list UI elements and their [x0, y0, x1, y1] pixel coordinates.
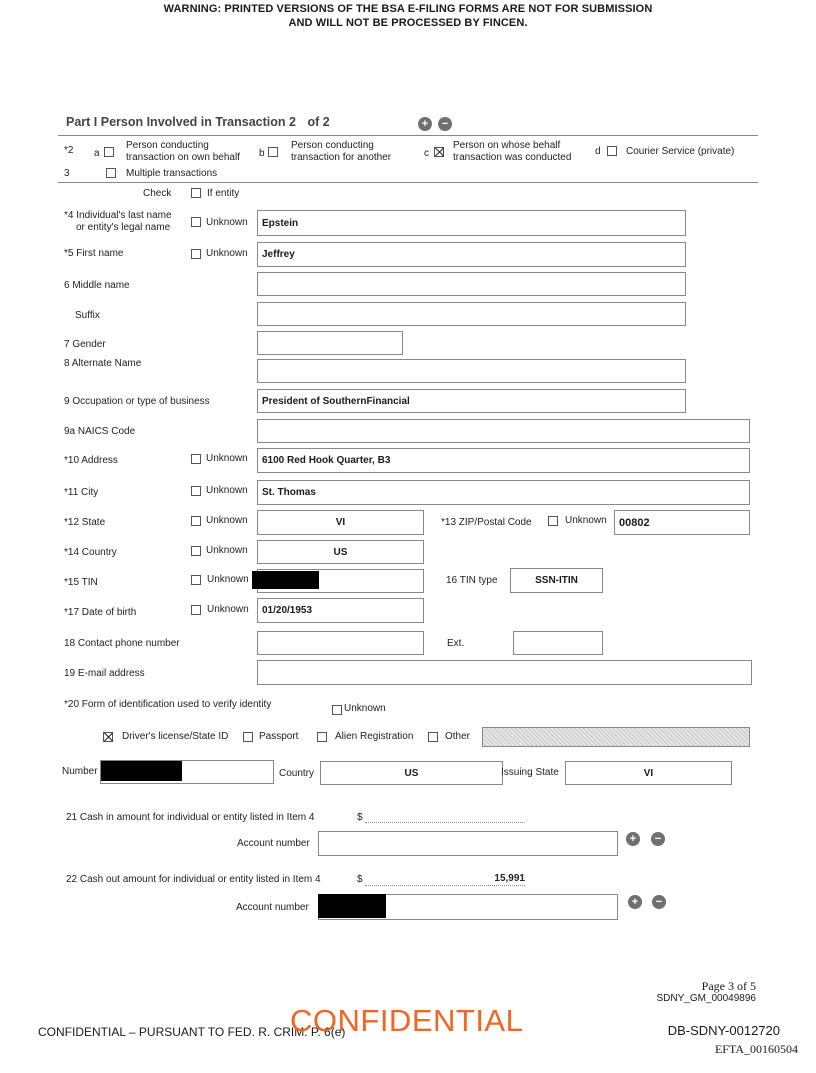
- warning-line-1: WARNING: PRINTED VERSIONS OF THE BSA E-FILING FORMS ARE NOT FOR SUBMISSION: [163, 3, 653, 15]
- item3-number: 3: [64, 168, 70, 179]
- occupation-label: 9 Occupation or type of business: [64, 396, 210, 407]
- country-input[interactable]: US: [257, 540, 424, 564]
- item2b-label-line-1: Person conducting: [291, 140, 374, 151]
- last-name-unknown-label: Unknown: [206, 217, 248, 228]
- suffix-label: Suffix: [75, 310, 100, 321]
- passport-label: Passport: [259, 731, 299, 742]
- dob-label: *17 Date of birth: [64, 607, 137, 618]
- tin-type-label: 16 TIN type: [446, 575, 498, 586]
- city-input[interactable]: St. Thomas: [257, 480, 750, 505]
- item2b-letter: b: [259, 148, 265, 159]
- id-country-label: Country: [279, 768, 315, 779]
- state-unknown-checkbox[interactable]: [191, 516, 201, 526]
- other-label: Other: [445, 731, 471, 742]
- other-checkbox[interactable]: [428, 732, 438, 742]
- city-label: *11 City: [64, 487, 99, 498]
- warning-line-2: AND WILL NOT BE PROCESSED BY FINCEN.: [288, 17, 528, 29]
- phone-input[interactable]: [257, 631, 424, 655]
- address-unknown-checkbox[interactable]: [191, 454, 201, 464]
- part-title: [66, 115, 330, 129]
- zip-unknown-label: Unknown: [565, 515, 607, 526]
- cash-out-amount-line: [365, 885, 525, 886]
- email-label: 19 E-mail address: [64, 668, 145, 679]
- if-entity-checkbox[interactable]: [191, 188, 201, 198]
- phone-ext-label: Ext.: [447, 638, 465, 649]
- city-unknown-label: Unknown: [206, 485, 248, 496]
- item2a-letter: a: [94, 148, 100, 159]
- state-input[interactable]: VI: [257, 510, 424, 535]
- id-number-label: Number: [62, 766, 98, 777]
- identification-unknown-checkbox[interactable]: [332, 705, 342, 715]
- cash-out-label: 22 Cash out amount for individual or entity listed in Item 4: [66, 874, 321, 885]
- drivers-license-label: Driver's license/State ID: [122, 731, 229, 742]
- tin-unknown-checkbox[interactable]: [191, 575, 201, 585]
- cash-out-account-label: Account number: [236, 902, 309, 913]
- item2c-label-line-2: transaction was conducted: [453, 152, 572, 163]
- efta-identifier: EFTA_00160504: [714, 1042, 798, 1056]
- dob-unknown-label: Unknown: [207, 604, 249, 615]
- tin-unknown-label: Unknown: [207, 574, 249, 585]
- cash-out-add-account-button[interactable]: +: [628, 895, 642, 909]
- cash-in-account-input[interactable]: [318, 831, 618, 856]
- remove-person-button[interactable]: −: [438, 117, 452, 131]
- first-name-input[interactable]: Jeffrey: [257, 242, 686, 267]
- alternate-name-input[interactable]: [257, 359, 686, 383]
- part-total: 2: [322, 115, 330, 129]
- drivers-license-checkbox[interactable]: [103, 732, 113, 742]
- cash-out-account-redaction: [318, 894, 386, 918]
- last-name-input[interactable]: Epstein: [257, 210, 686, 236]
- if-entity-label: If entity: [207, 188, 240, 199]
- last-name-unknown-checkbox[interactable]: [191, 217, 201, 227]
- item2d-label: Courier Service (private): [626, 146, 735, 157]
- part-of-label: of: [307, 115, 320, 129]
- passport-checkbox[interactable]: [243, 732, 253, 742]
- db-identifier: DB-SDNY-0012720: [667, 1023, 780, 1038]
- item2b-label-line-2: transaction for another: [291, 152, 392, 163]
- phone-label: 18 Contact phone number: [64, 638, 180, 649]
- item3-checkbox[interactable]: [106, 168, 116, 178]
- part-index: 2: [289, 115, 296, 129]
- item2c-label-line-1: Person on whose behalf: [453, 140, 561, 151]
- last-name-label-line-2: or entity's legal name: [76, 222, 171, 233]
- state-label: *12 State: [64, 517, 106, 528]
- last-name-label-line-1: *4 Individual's last name: [64, 210, 172, 221]
- alternate-name-label: 8 Alternate Name: [64, 358, 142, 369]
- warning-header: [0, 2, 816, 30]
- cash-out-remove-account-button[interactable]: −: [652, 895, 666, 909]
- zip-unknown-checkbox[interactable]: [548, 516, 558, 526]
- email-input[interactable]: [257, 660, 752, 685]
- dob-input[interactable]: 01/20/1953: [257, 598, 424, 623]
- first-name-label: *5 First name: [64, 248, 124, 259]
- country-unknown-label: Unknown: [206, 545, 248, 556]
- item2d-letter: d: [595, 146, 601, 157]
- item2b-label: [291, 140, 391, 164]
- id-country-input[interactable]: US: [320, 761, 503, 785]
- phone-ext-input[interactable]: [513, 631, 603, 655]
- item2a-label-line-2: transaction on own behalf: [126, 152, 240, 163]
- item3-label: Multiple transactions: [126, 168, 218, 179]
- state-unknown-label: Unknown: [206, 515, 248, 526]
- cash-in-dollar: $: [357, 812, 363, 823]
- last-name-label: [64, 210, 172, 234]
- identification-label: *20 Form of identification used to verify identity: [64, 699, 272, 710]
- address-label: *10 Address: [64, 455, 118, 466]
- middle-name-label: 6 Middle name: [64, 280, 130, 291]
- bates-gm: SDNY_GM_00049896: [656, 993, 756, 1004]
- country-unknown-checkbox[interactable]: [191, 546, 201, 556]
- alien-registration-checkbox[interactable]: [317, 732, 327, 742]
- naics-input[interactable]: [257, 419, 750, 443]
- part-title-label: Part I Person Involved in Transaction: [66, 115, 286, 129]
- confidential-notice: CONFIDENTIAL – PURSUANT TO FED. R. CRIM. P. 6(e): [38, 1025, 346, 1039]
- issuing-state-input[interactable]: VI: [565, 761, 732, 785]
- dob-unknown-checkbox[interactable]: [191, 605, 201, 615]
- middle-name-input[interactable]: [257, 272, 686, 296]
- city-unknown-checkbox[interactable]: [191, 486, 201, 496]
- address-input[interactable]: 6100 Red Hook Quarter, B3: [257, 448, 750, 473]
- id-number-redaction: [101, 761, 182, 781]
- cash-in-account-label: Account number: [237, 838, 310, 849]
- confidential-stamp: CONFIDENTIAL: [290, 1003, 524, 1038]
- cash-in-remove-account-button[interactable]: −: [651, 832, 665, 846]
- cash-out-amount[interactable]: 15,991: [494, 873, 525, 884]
- naics-label: 9a NAICS Code: [64, 426, 136, 437]
- tin-redaction: [252, 571, 319, 589]
- item2c-letter: c: [424, 148, 429, 159]
- item2b-checkbox[interactable]: [268, 147, 278, 157]
- gender-input[interactable]: [257, 331, 403, 355]
- identification-unknown-label: Unknown: [344, 703, 386, 714]
- item2-number: *2: [64, 145, 74, 156]
- tin-type-select[interactable]: SSN-ITIN: [510, 568, 603, 593]
- first-name-unknown-label: Unknown: [206, 248, 248, 259]
- alien-registration-label: Alien Registration: [335, 731, 414, 742]
- tin-label: *15 TIN: [64, 577, 98, 588]
- cash-in-label: 21 Cash in amount for individual or entity listed in Item 4: [66, 812, 315, 823]
- other-description-input[interactable]: [482, 727, 750, 747]
- issuing-state-label: Issuing State: [501, 767, 559, 778]
- item2a-label-line-1: Person conducting: [126, 140, 209, 151]
- address-unknown-label: Unknown: [206, 453, 248, 464]
- item3-divider: [58, 182, 758, 183]
- item2a-checkbox[interactable]: [104, 147, 114, 157]
- item2c-label: [453, 140, 571, 164]
- suffix-input[interactable]: [257, 302, 686, 326]
- check-label: Check: [143, 188, 172, 199]
- zip-input[interactable]: 00802: [614, 510, 750, 535]
- gender-label: 7 Gender: [64, 339, 106, 350]
- cash-out-dollar: $: [357, 874, 363, 885]
- cash-in-amount-line: [365, 822, 525, 823]
- occupation-input[interactable]: President of SouthernFinancial: [257, 389, 686, 413]
- country-label: *14 Country: [64, 547, 117, 558]
- add-person-button[interactable]: +: [418, 117, 432, 131]
- item2c-checkbox[interactable]: [434, 147, 444, 157]
- zip-label: *13 ZIP/Postal Code: [441, 517, 532, 528]
- page-number: Page 3 of 5: [701, 979, 756, 993]
- item2d-checkbox[interactable]: [607, 146, 617, 156]
- cash-in-add-account-button[interactable]: +: [626, 832, 640, 846]
- part-divider: [58, 135, 758, 136]
- first-name-unknown-checkbox[interactable]: [191, 249, 201, 259]
- item2a-label: [126, 140, 240, 164]
